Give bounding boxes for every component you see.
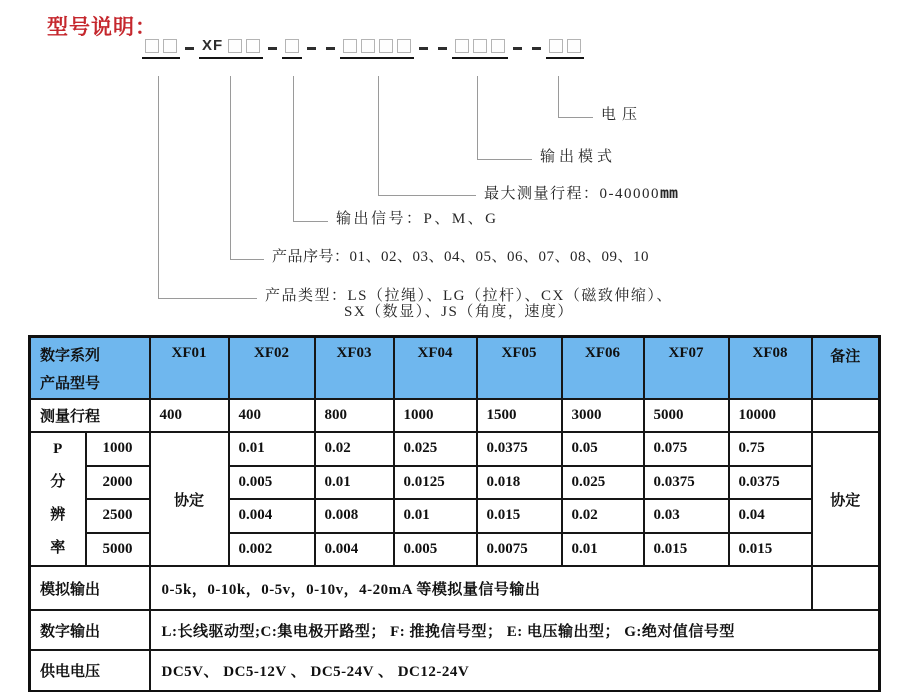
remark-empty-cell [812, 399, 880, 432]
stroke-value-cell: 1000 [394, 399, 477, 432]
callout-label [336, 211, 499, 227]
model-code-diagram [142, 39, 584, 59]
dash-separator [532, 47, 541, 50]
row-label: 模拟输出 [30, 566, 150, 610]
resolution-value-cell: 0.05 [562, 432, 644, 466]
model-digit-box [145, 39, 159, 53]
xf01-agreement-cell: 协定 [150, 432, 229, 566]
model-group [452, 39, 508, 59]
page-title: 型号说明： [47, 16, 157, 39]
leader-line-vertical [477, 76, 478, 159]
resolution-value-cell: 0.0075 [477, 533, 562, 567]
header-cell-model: XF04 [394, 337, 477, 400]
resolution-value-cell: 0.015 [644, 533, 729, 567]
dash-separator [513, 47, 522, 50]
header-cell-model: XF05 [477, 337, 562, 400]
dash-separator [268, 47, 277, 50]
leader-line-horizontal [558, 117, 593, 118]
resolution-value-cell: 0.025 [394, 432, 477, 466]
model-group [142, 39, 180, 59]
leader-line-horizontal [230, 259, 264, 260]
resolution-value-cell: 0.01 [315, 466, 394, 500]
resolution-value-cell: 0.015 [729, 533, 812, 567]
resolution-value-cell: 0.01 [562, 533, 644, 567]
model-group [546, 39, 584, 59]
dash-separator [419, 47, 428, 50]
callout-label [484, 185, 678, 202]
header-cell-model: XF08 [729, 337, 812, 400]
header-cell-model: XF06 [562, 337, 644, 400]
stroke-value-cell: 400 [229, 399, 315, 432]
row-label-resolution: P 分 辨 率 [30, 432, 86, 566]
leader-line-vertical [158, 76, 159, 298]
header-cell-model: XF03 [315, 337, 394, 400]
header-cell-model: XF07 [644, 337, 729, 400]
resolution-freq-cell: 2500 [86, 499, 150, 533]
resolution-value-cell: 0.008 [315, 499, 394, 533]
model-digit-box [379, 39, 393, 53]
resolution-value-cell: 0.0375 [729, 466, 812, 500]
stroke-value-cell: 10000 [729, 399, 812, 432]
resolution-value-cell: 0.004 [229, 499, 315, 533]
leader-line-horizontal [477, 159, 532, 160]
callout-label [265, 288, 673, 320]
resolution-value-cell: 0.03 [644, 499, 729, 533]
table-row [30, 399, 880, 432]
row-value: 0-5k，0-10k，0-5v，0-10v，4-20mA 等模拟量信号输出 [150, 566, 812, 610]
resolution-value-cell: 0.0125 [394, 466, 477, 500]
resolution-freq-cell: 1000 [86, 432, 150, 466]
model-digit-box [491, 39, 505, 53]
leader-line-vertical [230, 76, 231, 259]
callout-label [540, 149, 616, 165]
unit-mm: mm [660, 184, 679, 202]
table-row [30, 432, 880, 466]
remark-empty-cell [812, 566, 880, 610]
resolution-value-cell: 0.02 [562, 499, 644, 533]
dash-separator [438, 47, 447, 50]
row-label: 供电电压 [30, 650, 150, 691]
callout-text: 产品序号：01、02、03、04、05、06、07、08、09、10 [272, 249, 650, 265]
resolution-value-cell: 0.002 [229, 533, 315, 567]
stroke-value-cell: 5000 [644, 399, 729, 432]
table-row [30, 566, 880, 610]
model-group [199, 39, 263, 59]
resolution-value-cell: 0.004 [315, 533, 394, 567]
stroke-value-cell: 400 [150, 399, 229, 432]
header-cell-model: XF02 [229, 337, 315, 400]
header-cell-remark: 备注 [812, 337, 880, 400]
resolution-value-cell: 0.075 [644, 432, 729, 466]
leader-line-horizontal [293, 221, 328, 222]
resolution-value-cell: 0.005 [229, 466, 315, 500]
row-value: DC5V、 DC5-12V 、 DC5-24V 、 DC12-24V [150, 650, 880, 691]
table-row [30, 650, 880, 691]
callout-label [601, 107, 643, 123]
callout-text: 输出模式 [540, 149, 617, 165]
leader-line-horizontal [378, 195, 476, 196]
row-label: 数字输出 [30, 610, 150, 650]
model-digit-box [455, 39, 469, 53]
model-digit-box [361, 39, 375, 53]
resolution-value-cell: 0.75 [729, 432, 812, 466]
model-digit-box [397, 39, 411, 53]
spec-table [28, 335, 881, 692]
resolution-value-cell: 0.02 [315, 432, 394, 466]
spec-table-body [30, 337, 880, 692]
leader-line-horizontal [158, 298, 257, 299]
model-digit-box [473, 39, 487, 53]
model-digit-box [567, 39, 581, 53]
dash-separator [185, 47, 194, 50]
callout-text: 电压 [601, 107, 644, 123]
model-digit-box [285, 39, 299, 53]
resolution-value-cell: 0.01 [394, 499, 477, 533]
resolution-value-cell: 0.0375 [644, 466, 729, 500]
model-digit-box [228, 39, 242, 53]
dash-separator [326, 47, 335, 50]
model-digit-box [246, 39, 260, 53]
callout-text-line2: SX（数显）、JS（角度，速度） [344, 304, 574, 320]
row-value: L:长线驱动型;C:集电极开路型； F: 推挽信号型； E: 电压输出型； G:绝对值信号型 [150, 610, 880, 650]
resolution-value-cell: 0.015 [477, 499, 562, 533]
stroke-value-cell: 1500 [477, 399, 562, 432]
resolution-freq-cell: 5000 [86, 533, 150, 567]
dash-separator [307, 47, 316, 50]
header-cell-series-label: 数字系列 产品型号 [30, 337, 150, 400]
resolution-value-cell: 0.01 [229, 432, 315, 466]
leader-line-vertical [558, 76, 559, 117]
model-digit-box [163, 39, 177, 53]
stroke-value-cell: 800 [315, 399, 394, 432]
resolution-value-cell: 0.0375 [477, 432, 562, 466]
table-row [30, 337, 880, 400]
callout-text: 产品类型：LS（拉绳）、LG（拉杆）、CX（磁致伸缩）、 [265, 288, 673, 304]
callout-text: 输出信号：P、M、G [336, 211, 499, 227]
callout-label [272, 249, 649, 265]
row-label-stroke: 测量行程 [30, 399, 150, 432]
model-digit-box [549, 39, 563, 53]
stroke-value-cell: 3000 [562, 399, 644, 432]
model-prefix-text: XF [202, 37, 224, 54]
leader-line-vertical [293, 76, 294, 221]
table-row [30, 610, 880, 650]
resolution-freq-cell: 2000 [86, 466, 150, 500]
header-cell-model: XF01 [150, 337, 229, 400]
remark-agreement-cell: 协定 [812, 432, 880, 566]
model-digit-box [343, 39, 357, 53]
model-group [340, 39, 414, 59]
leader-line-vertical [378, 76, 379, 195]
resolution-value-cell: 0.005 [394, 533, 477, 567]
resolution-value-cell: 0.018 [477, 466, 562, 500]
model-group [282, 39, 302, 59]
resolution-value-cell: 0.025 [562, 466, 644, 500]
callout-text: 最大测量行程：0-40000 [484, 186, 660, 202]
resolution-value-cell: 0.04 [729, 499, 812, 533]
